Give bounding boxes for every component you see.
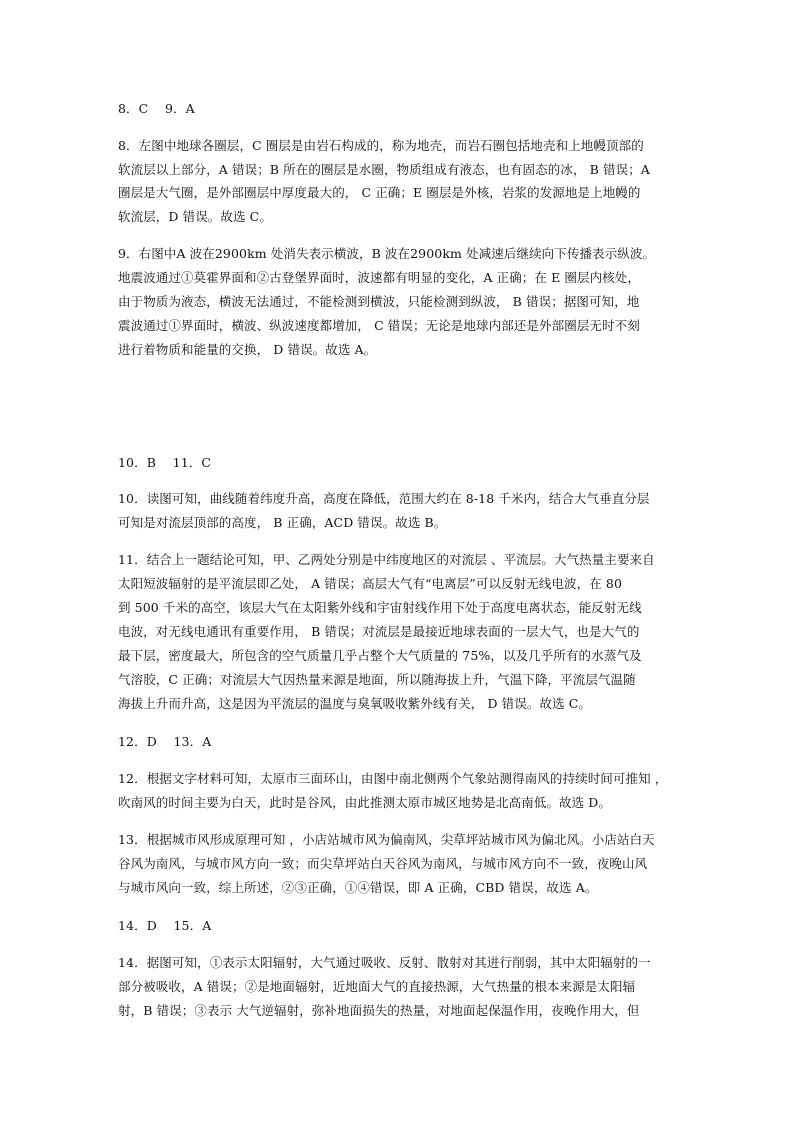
q14-line-3: 射，B 错误；③表示 大气逆辐射，弥补地面损失的热量，对地面起保温作用，夜晚作用大，但 xyxy=(118,1003,640,1018)
answer-key-8-9: 8．C 9．A xyxy=(118,101,195,116)
q9-line-4: 震波通过①界面时，横波、纵波速度都增加， C 错误；无论是地球内部还是外部圈层无时不刻 xyxy=(118,318,640,333)
q11-line-7: 海拔上升而升高，这是因为平流层的温度与臭氧吸收紫外线有关， D 错误。故选 C。 xyxy=(118,696,592,711)
q13-line-1: 13．根据城市风形成原理可知 ，小店站城市风为偏南风，尖草坪站城市风为偏北风。小店站白天 xyxy=(118,832,655,847)
q11-line-1: 11．结合上一题结论可知，甲、乙两处分别是中纬度地区的对流层 、平流层。大气热量主要来自 xyxy=(118,552,655,567)
q11-line-4: 电波，对无线电通讯有重要作用， B 错误；对流层是最接近地球表面的一层大气，也是大气的 xyxy=(118,624,640,639)
q12-line-2: 吹南风的时间主要为白天，此时是谷风，由此推测太原市城区地势是北高南低。故选 D。 xyxy=(118,795,611,810)
answer-key-14-15: 14．D 15．A xyxy=(118,918,212,933)
q9-line-5: 进行着物质和能量的交换， D 错误。故选 A。 xyxy=(118,342,377,357)
q10-line-2: 可知是对流层顶部的高度， B 正确，ACD 错误。故选 B。 xyxy=(118,515,447,530)
q14-line-1: 14．据图可知，①表示太阳辐射，大气通过吸收、反射、散射对其进行削弱，其中太阳辐射的一 xyxy=(118,955,651,970)
q11-line-6: 气溶胶，C 正确；对流层大气因热量来源是地面，所以随海拔上升，气温下降，平流层气温随 xyxy=(118,672,636,687)
q9-line-2: 地震波通过①莫霍界面和②古登堡界面时，波速都有明显的变化，A 正确；在 E 圈层内核处， xyxy=(118,270,640,285)
q12-line-1: 12．根据文字材料可知，太原市三面环山，由图中南北侧两个气象站测得南风的持续时间可推知 ， xyxy=(118,771,668,786)
q14-line-2: 部分被吸收，A 错误；②是地面辐射，近地面大气的直接热源，大气热量的根本来源是太阳辐 xyxy=(118,979,636,994)
q11-line-5: 最下层，密度最大，所包含的空气质量几乎占整个大气质量的 75%，以及几乎所有的水蒸气及 xyxy=(118,648,642,663)
q8-line-3: 圈层是大气圈，是外部圈层中厚度最大的， C 正确；E 圈层是外核，岩浆的发源地是上地幔的 xyxy=(118,185,641,200)
q11-line-2: 太阳短波辐射的是平流层即乙处， A 错误；高层大气有“电离层”可以反射无线电波，在 80 xyxy=(118,576,623,591)
q8-line-2: 软流层以上部分，A 错误；B 所在的圈层是水圈，物质组成有液态，也有固态的冰， B 错误；A xyxy=(118,162,650,177)
q10-line-1: 10．读图可知，曲线随着纬度升高，高度在降低，范围大约在 8-18 千米内，结合大气垂直分层 xyxy=(118,491,650,506)
q11-line-3: 到 500 千米的高空，该层大气在太阳紫外线和宇宙射线作用下处于高度电离状态，能反射无线 xyxy=(118,600,642,615)
q9-line-3: 由于物质为液态，横波无法通过，不能检测到横波，只能检测到纵波， B 错误；据图可知，地 xyxy=(118,294,640,309)
q13-line-2: 谷风为南风，与城市风方向一致；而尖草坪站白天谷风为南风，与城市风方向不一致，夜晚山风 xyxy=(118,856,648,871)
answer-key-12-13: 12．D 13．A xyxy=(118,734,212,749)
q9-line-1: 9．右图中A 波在2900km 处消失表示横波，B 波在2900km 处减速后继续向下传播表示纵波。 xyxy=(118,246,656,261)
q8-line-1: 8．左图中地球各圈层，C 圈层是由岩石构成的，称为地壳，而岩石圈包括地壳和上地幔顶部的 xyxy=(118,138,644,153)
q8-line-4: 软流层，D 错误。故选 C。 xyxy=(118,209,272,224)
answer-key-10-11: 10．B 11．C xyxy=(118,455,212,470)
q13-line-3: 与城市风向一致，综上所述，②③正确，①④错误，即 A 正确，CBD 错误，故选 A。 xyxy=(118,880,598,895)
